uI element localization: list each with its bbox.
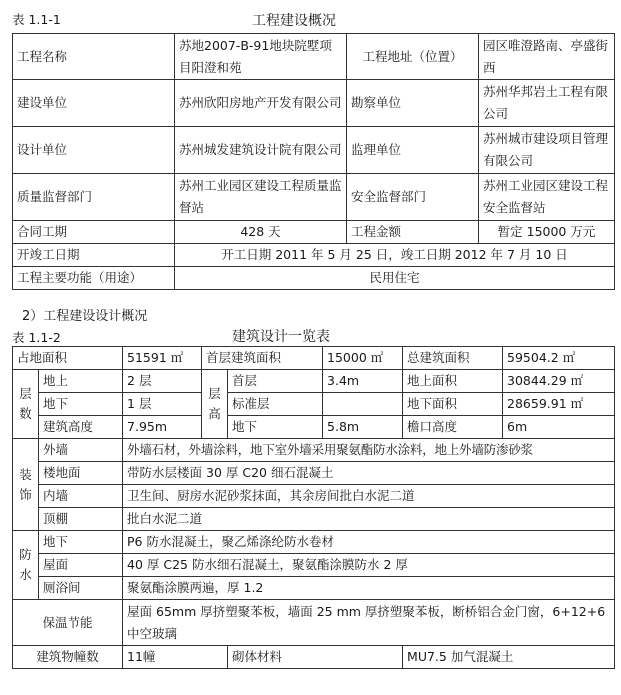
cell-label: 保温节能	[13, 600, 123, 646]
cell-label: 地下	[39, 531, 123, 554]
survey-value: 苏州华邦岩土工程有限公司	[479, 80, 615, 127]
table-row	[13, 347, 615, 370]
cell-label: 质量监督部门	[13, 174, 175, 221]
project-name-value: 苏地2007-B-91地块院墅项目阳澄和苑	[175, 34, 347, 80]
contract-value: 428 天	[175, 221, 347, 244]
supervise-value: 苏州城市建设项目管理有限公司	[479, 127, 615, 174]
std-height-value	[323, 393, 403, 416]
roof-waterproof-value: 40 厚 C25 防水细石混凝土，聚氨酯涂膜防水 2 厚	[123, 554, 615, 577]
project-overview-table	[12, 33, 615, 290]
cell-label: 工程金额	[347, 221, 479, 244]
table-row	[13, 267, 615, 290]
quality-value: 苏州工业园区建设工程质量监督站	[175, 174, 347, 221]
cell-label: 顶棚	[39, 508, 123, 531]
cell-label: 首层	[228, 370, 323, 393]
cell-label: 合同工期	[13, 221, 175, 244]
table1-title: 工程建设概况	[252, 13, 336, 29]
cell-label: 建筑高度	[39, 416, 123, 439]
floor-value: 带防水层楼面 30 厚 C20 细石混凝土	[123, 462, 615, 485]
first-height-value: 3.4m	[323, 370, 403, 393]
eave-height-value: 6m	[503, 416, 615, 439]
floors-above-value: 2 层	[123, 370, 202, 393]
table-row	[13, 554, 615, 577]
table2-label: 表 1.1-2	[12, 330, 61, 345]
cell-label: 工程地址（位置）	[347, 34, 479, 80]
land-area-value: 51591 ㎡	[123, 347, 202, 370]
table-row	[13, 174, 615, 221]
decoration-group-label: 装饰	[13, 439, 39, 531]
cell-label: 占地面积	[13, 347, 123, 370]
cell-label: 勘察单位	[347, 80, 479, 127]
amount-value: 暂定 15000 万元	[479, 221, 615, 244]
building-height-value: 7.95m	[123, 416, 202, 439]
first-floor-area-value: 15000 ㎡	[323, 347, 403, 370]
cell-label: 首层建筑面积	[202, 347, 323, 370]
cell-label: 设计单位	[13, 127, 175, 174]
cell-label: 屋面	[39, 554, 123, 577]
table-row	[13, 370, 615, 393]
table-row	[13, 508, 615, 531]
cell-label: 内墙	[39, 485, 123, 508]
masonry-material-value: MU7.5 加气混凝土	[403, 646, 615, 669]
section-heading: 2）工程建设设计概况	[22, 309, 148, 324]
cell-label: 安全监督部门	[347, 174, 479, 221]
table-row	[13, 221, 615, 244]
cell-label: 工程主要功能（用途）	[13, 267, 175, 290]
cell-label: 地下面积	[403, 393, 503, 416]
cell-label: 标准层	[228, 393, 323, 416]
cell-label: 地下	[228, 416, 323, 439]
waterproof-group-label: 防水	[13, 531, 39, 600]
table-row	[13, 416, 615, 439]
total-area-value: 59504.2 ㎡	[503, 347, 615, 370]
under-height-value: 5.8m	[323, 416, 403, 439]
table-row	[13, 646, 615, 669]
floors-group-label: 层数	[13, 370, 39, 439]
interior-wall-value: 卫生间、厨房水泥砂浆抹面，其余房间批白水泥二道	[123, 485, 615, 508]
heights-group-label: 层高	[202, 370, 228, 439]
building-count-value: 11幢	[123, 646, 228, 669]
table2-title: 建筑设计一览表	[232, 329, 330, 345]
period-value: 开工日期 2011 年 5 月 25 日，竣工日期 2012 年 7 月 10 日	[175, 244, 615, 267]
table-row	[13, 80, 615, 127]
cell-label: 地上	[39, 370, 123, 393]
builder-value: 苏州欣阳房地产开发有限公司	[175, 80, 347, 127]
cell-label: 檐口高度	[403, 416, 503, 439]
cell-label: 工程名称	[13, 34, 175, 80]
table-row	[13, 393, 615, 416]
cell-label: 地下	[39, 393, 123, 416]
cell-label: 建筑物幢数	[13, 646, 123, 669]
safety-value: 苏州工业园区建设工程安全监督站	[479, 174, 615, 221]
cell-label: 砌体材料	[228, 646, 403, 669]
project-address-value: 园区唯澄路南、亭盛街西	[479, 34, 615, 80]
exterior-wall-value: 外墙石材，外墙涂料，地下室外墙采用聚氨酯防水涂料，地上外墙防渗砂浆	[123, 439, 615, 462]
insulation-value: 屋面 65mm 厚挤塑聚苯板，墙面 25 mm 厚挤塑聚苯板，断桥铝合金门窗，6+12+6 中空玻璃	[123, 600, 615, 646]
table-row	[13, 439, 615, 462]
table-row	[13, 34, 615, 80]
cell-label: 楼地面	[39, 462, 123, 485]
table-row	[13, 127, 615, 174]
function-value: 民用住宅	[175, 267, 615, 290]
bathroom-waterproof-value: 聚氨酯涂膜两遍，厚 1.2	[123, 577, 615, 600]
underground-waterproof-value: P6 防水混凝土，聚乙烯涤纶防水卷材	[123, 531, 615, 554]
cell-label: 地上面积	[403, 370, 503, 393]
floors-below-value: 1 层	[123, 393, 202, 416]
cell-label: 外墙	[39, 439, 123, 462]
ceiling-value: 批白水泥二道	[123, 508, 615, 531]
table-row	[13, 600, 615, 646]
cell-label: 建设单位	[13, 80, 175, 127]
cell-label: 监理单位	[347, 127, 479, 174]
cell-label: 开竣工日期	[13, 244, 175, 267]
cell-label: 总建筑面积	[403, 347, 503, 370]
table-row	[13, 244, 615, 267]
table-row	[13, 462, 615, 485]
table-row	[13, 485, 615, 508]
cell-label: 厕浴间	[39, 577, 123, 600]
above-area-value: 30844.29 ㎡	[503, 370, 615, 393]
table-row	[13, 577, 615, 600]
design-value: 苏州城发建筑设计院有限公司	[175, 127, 347, 174]
table-row	[13, 531, 615, 554]
below-area-value: 28659.91 ㎡	[503, 393, 615, 416]
building-design-table	[12, 346, 615, 669]
table1-label: 表 1.1-1	[12, 12, 61, 27]
